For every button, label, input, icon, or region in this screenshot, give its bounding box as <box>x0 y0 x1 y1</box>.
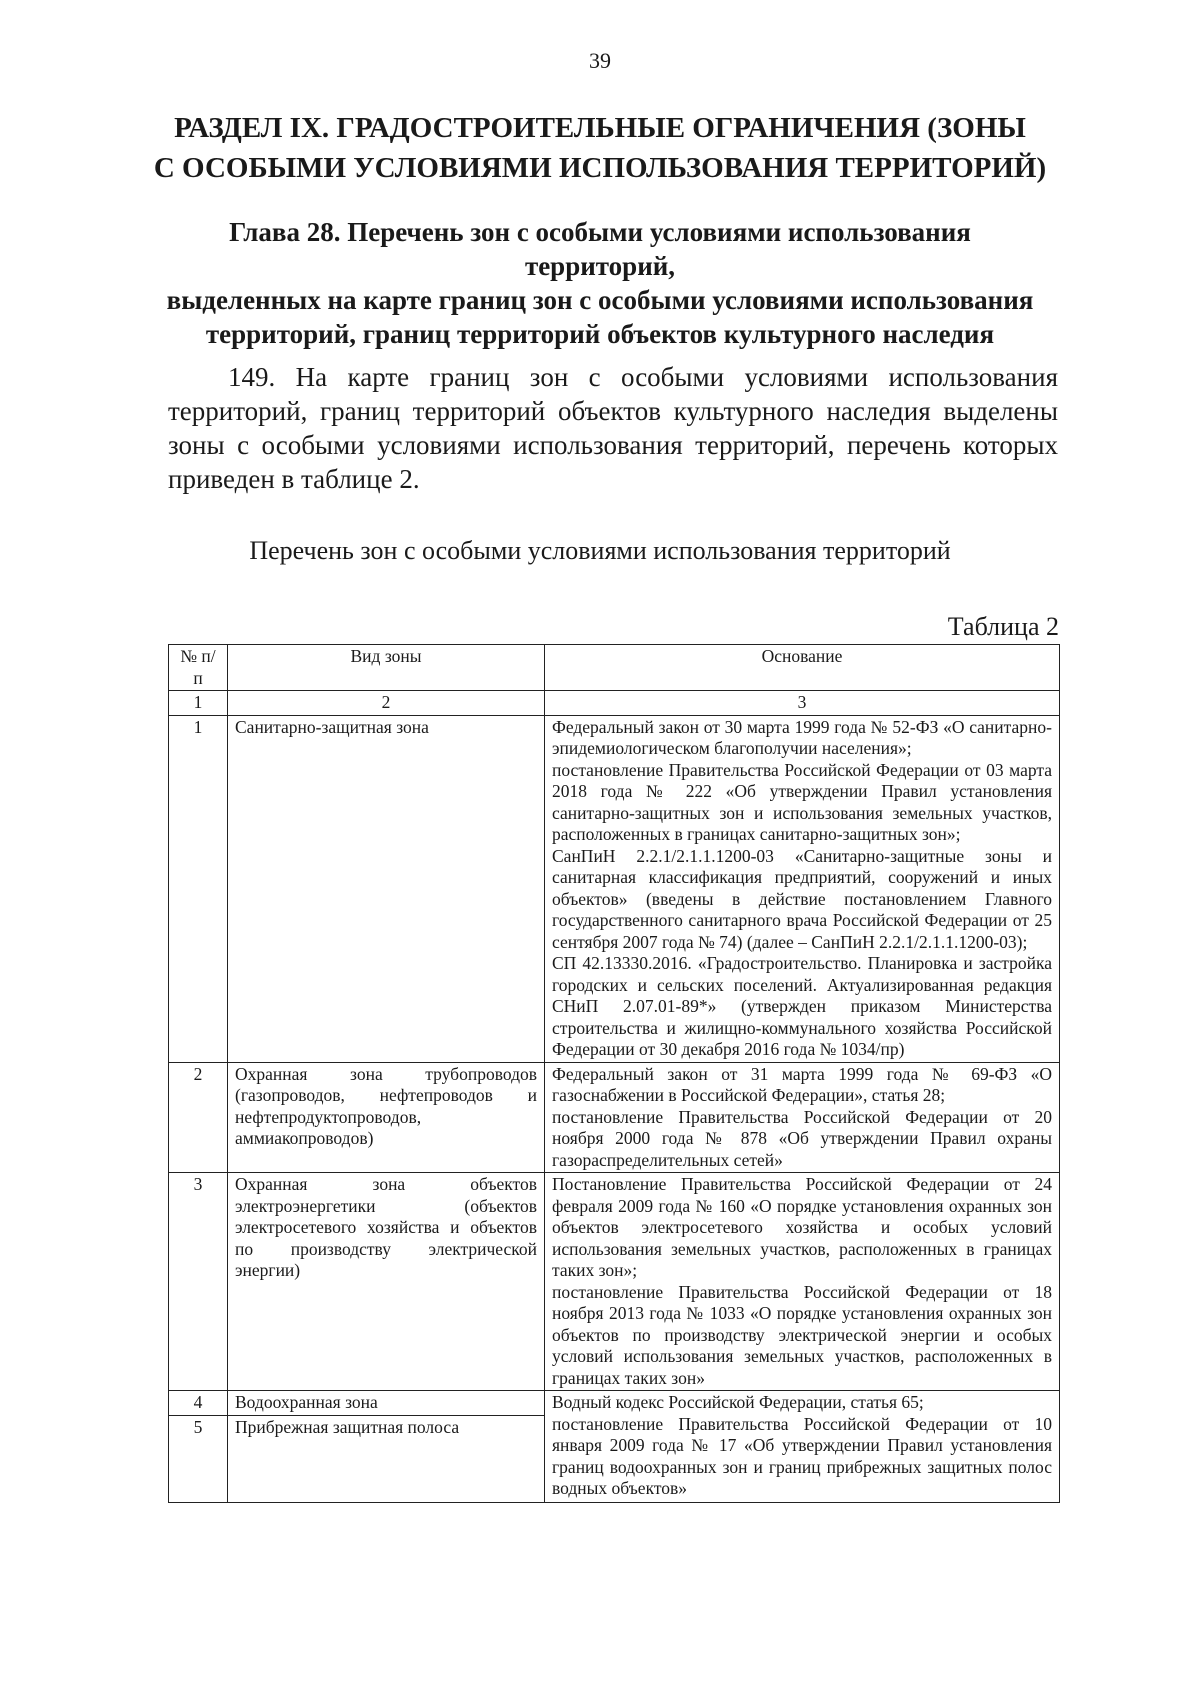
chapter-title-line-1: Глава 28. Перечень зон с особыми условиями использования территорий, <box>229 217 971 281</box>
row-basis-shared <box>545 1391 1060 1503</box>
basis-item: постановление Правительства Российской Федерации от 03 марта 2018 года № 222 «Об утверждении Правил установления санитарно-защитных зон и использования земельных участков, расположенных в границах санитарно-защитных зон»; <box>552 759 1052 844</box>
basis-item: постановление Правительства Российской Федерации от 18 ноября 2013 года № 1033 «О порядке установления охранных зон объектов по производству электрической энергии и особых условий использования земельных участков, расположенных в границах таких зон» <box>552 1281 1052 1388</box>
row-num: 4 <box>169 1391 228 1416</box>
basis-item: Федеральный закон от 31 марта 1999 года № 69-ФЗ «О газоснабжении в Российской Федерации», статья 28; <box>552 1063 1052 1105</box>
column-number-row <box>169 691 1060 716</box>
row-num: 1 <box>169 715 228 1062</box>
table-row <box>169 1062 1060 1173</box>
table-label: Таблица 2 <box>947 612 1059 641</box>
row-basis <box>545 1062 1060 1173</box>
basis-item: СанПиН 2.2.1/2.1.1.1200-03 «Санитарно-защитные зоны и санитарная классификация предприятий, сооружений и иных объектов» (введены в действие постановлением Главного государственного санитарного врача Российской Федерации от 25 сентября 2007 года № 74) (далее – СанПиН 2.2.1/2.1.1.1200-03); <box>552 845 1052 952</box>
row-zone: Водоохранная зона <box>228 1391 545 1416</box>
basis-item: Федеральный закон от 30 марта 1999 года № 52-ФЗ «О санитарно-эпидемиологическом благополучии населения»; <box>552 716 1052 758</box>
chapter-title-line-3: территорий, границ территорий объектов культурного наследия <box>205 319 995 349</box>
row-zone: Санитарно-защитная зона <box>228 715 545 1062</box>
basis-item: постановление Правительства Российской Федерации от 10 января 2009 года № 17 «Об утверждении Правил установления границ водоохранных зон и границ прибрежных защитных полос водных объектов» <box>552 1413 1052 1498</box>
row-basis <box>545 1173 1060 1391</box>
row-num: 3 <box>169 1173 228 1391</box>
section-title <box>150 108 1050 188</box>
basis-item: постановление Правительства Российской Федерации от 20 ноября 2000 года № 878 «Об утверждении Правил охраны газораспределительных сетей» <box>552 1106 1052 1170</box>
table-row <box>169 1173 1060 1391</box>
basis-item: Постановление Правительства Российской Федерации от 24 февраля 2009 года № 160 «О порядке установления охранных зон объектов электросетевого хозяйства и особых условий использования земельных участков, расположенных в границах таких зон»; <box>552 1174 1052 1280</box>
row-zone: Охранная зона трубопроводов (газопроводов, нефтепроводов и нефтепродуктопроводов, аммиакопроводов) <box>228 1062 545 1173</box>
column-number-1: 1 <box>169 691 228 716</box>
section-title-line-2: С ОСОБЫМИ УСЛОВИЯМИ ИСПОЛЬЗОВАНИЯ ТЕРРИТОРИЙ) <box>153 152 1047 184</box>
page-number: 39 <box>589 48 611 73</box>
column-number-2: 2 <box>228 691 545 716</box>
header-basis: Основание <box>545 645 1060 691</box>
paragraph-149-text: 149. На карте границ зон с особыми условиями использования территорий, границ территорий объектов культурного наследия выделены зоны с особыми условиями использования территорий, перечень которых приведен в таблице 2. <box>168 362 1058 494</box>
row-zone: Прибрежная защитная полоса <box>228 1415 545 1502</box>
table-row <box>169 1391 1060 1416</box>
row-zone: Охранная зона объектов электроэнергетики (объектов электросетевого хозяйства и объектов по производству электрической энергии) <box>228 1173 545 1391</box>
row-num: 2 <box>169 1062 228 1173</box>
chapter-title <box>160 215 1040 351</box>
row-num: 5 <box>169 1415 228 1502</box>
table-header-row <box>169 645 1060 691</box>
header-num: № п/п <box>169 645 228 691</box>
row-basis <box>545 715 1060 1062</box>
zones-table <box>168 644 1060 1503</box>
chapter-title-line-2: выделенных на карте границ зон с особыми условиями использования <box>166 285 1034 315</box>
section-title-line-1: РАЗДЕЛ IX. ГРАДОСТРОИТЕЛЬНЫЕ ОГРАНИЧЕНИЯ (ЗОНЫ <box>174 112 1026 144</box>
column-number-3: 3 <box>545 691 1060 716</box>
basis-item: СП 42.13330.2016. «Градостроительство. Планировка и застройка городских и сельских поселений. Актуализированная редакция СНиП 2.07.01-89*» (утвержден приказом Министерства строительства и жилищно-коммунального хозяйства Российской Федерации от 30 декабря 2016 года № 1034/пр) <box>552 953 1052 1059</box>
basis-item: Водный кодекс Российской Федерации, статья 65; <box>552 1392 924 1412</box>
header-zone-type: Вид зоны <box>228 645 545 691</box>
table-row <box>169 715 1060 1062</box>
table-caption: Перечень зон с особыми условиями использования территорий <box>249 536 951 565</box>
paragraph-149 <box>168 360 1058 496</box>
